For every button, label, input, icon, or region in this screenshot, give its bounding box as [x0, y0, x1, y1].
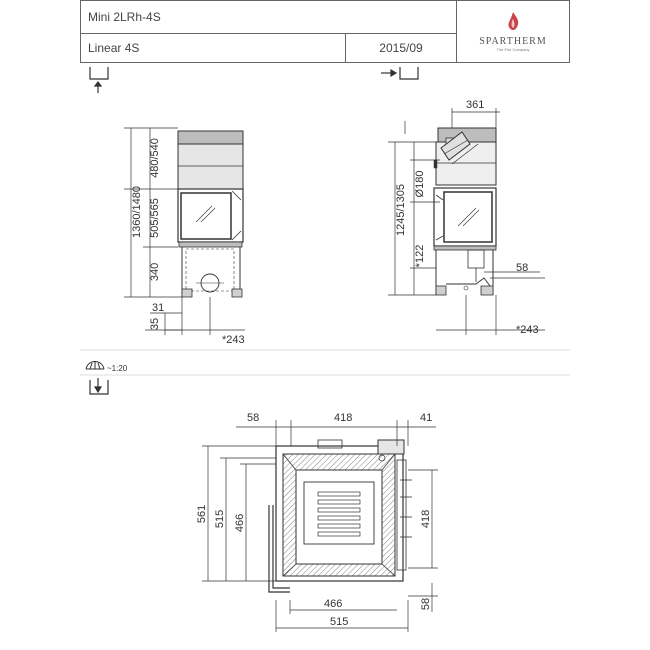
front-foot-right: [232, 289, 242, 297]
side-view-icon: [381, 67, 418, 79]
front-glass-height: 505/565: [149, 198, 161, 238]
top-width-mid: 418: [334, 412, 353, 424]
side-flue-diameter: Ø180: [414, 170, 426, 198]
model-name: Mini 2LRh-4S: [81, 1, 457, 34]
front-door-frame: [178, 189, 243, 242]
side-total-height: 1245/1305: [395, 184, 407, 236]
front-glass: [181, 193, 231, 239]
brand-tagline: The Fire Company: [496, 47, 530, 52]
brand-name: SPARTHERM: [479, 36, 547, 47]
side-glass: [444, 192, 492, 242]
top-bottom-inner: 466: [324, 598, 343, 610]
top-firebox: [296, 470, 382, 564]
front-total-height: 1360/1480: [131, 186, 143, 238]
front-foot-height: 35: [149, 317, 161, 331]
top-depth-mid: 515: [214, 509, 226, 529]
top-view: [269, 440, 412, 592]
side-depth-note: *243: [516, 324, 539, 336]
front-base-plate: [179, 242, 242, 247]
front-view-icon: [90, 67, 108, 93]
side-foot-left: [436, 286, 446, 295]
scale-label: ~1:20: [107, 364, 128, 373]
front-upper-cladding: [178, 144, 243, 189]
top-width-left: 58: [247, 412, 260, 424]
top-width-right: 41: [420, 412, 433, 424]
top-depth-outer: 561: [196, 504, 208, 524]
top-right-depth: 418: [420, 509, 432, 529]
side-top-width: 361: [466, 99, 485, 111]
top-view-icon: [90, 378, 108, 394]
side-air-inlet-height: *122: [414, 244, 426, 268]
front-depth-note: *243: [222, 334, 245, 346]
top-side-rail: [397, 460, 406, 570]
front-top-cap: [178, 131, 243, 144]
drawing-date: 2015/09: [346, 34, 457, 63]
front-foot-offset: 31: [152, 302, 165, 314]
front-base-height: 340: [149, 262, 161, 282]
side-rear-offset: 58: [516, 262, 529, 274]
top-depth-inner: 466: [234, 513, 246, 533]
side-air-duct: [468, 250, 484, 268]
side-foot-right: [481, 286, 493, 295]
top-bottom-outer: 515: [330, 616, 349, 628]
top-right-bottom: 58: [420, 597, 432, 611]
series-name: Linear 4S: [81, 34, 346, 63]
top-flue-collar: [378, 440, 404, 454]
front-view: [178, 131, 243, 297]
front-top-height: 480/540: [149, 138, 161, 178]
front-foot-left: [182, 289, 192, 297]
scale-icon: [86, 362, 104, 370]
side-view: [434, 128, 496, 295]
